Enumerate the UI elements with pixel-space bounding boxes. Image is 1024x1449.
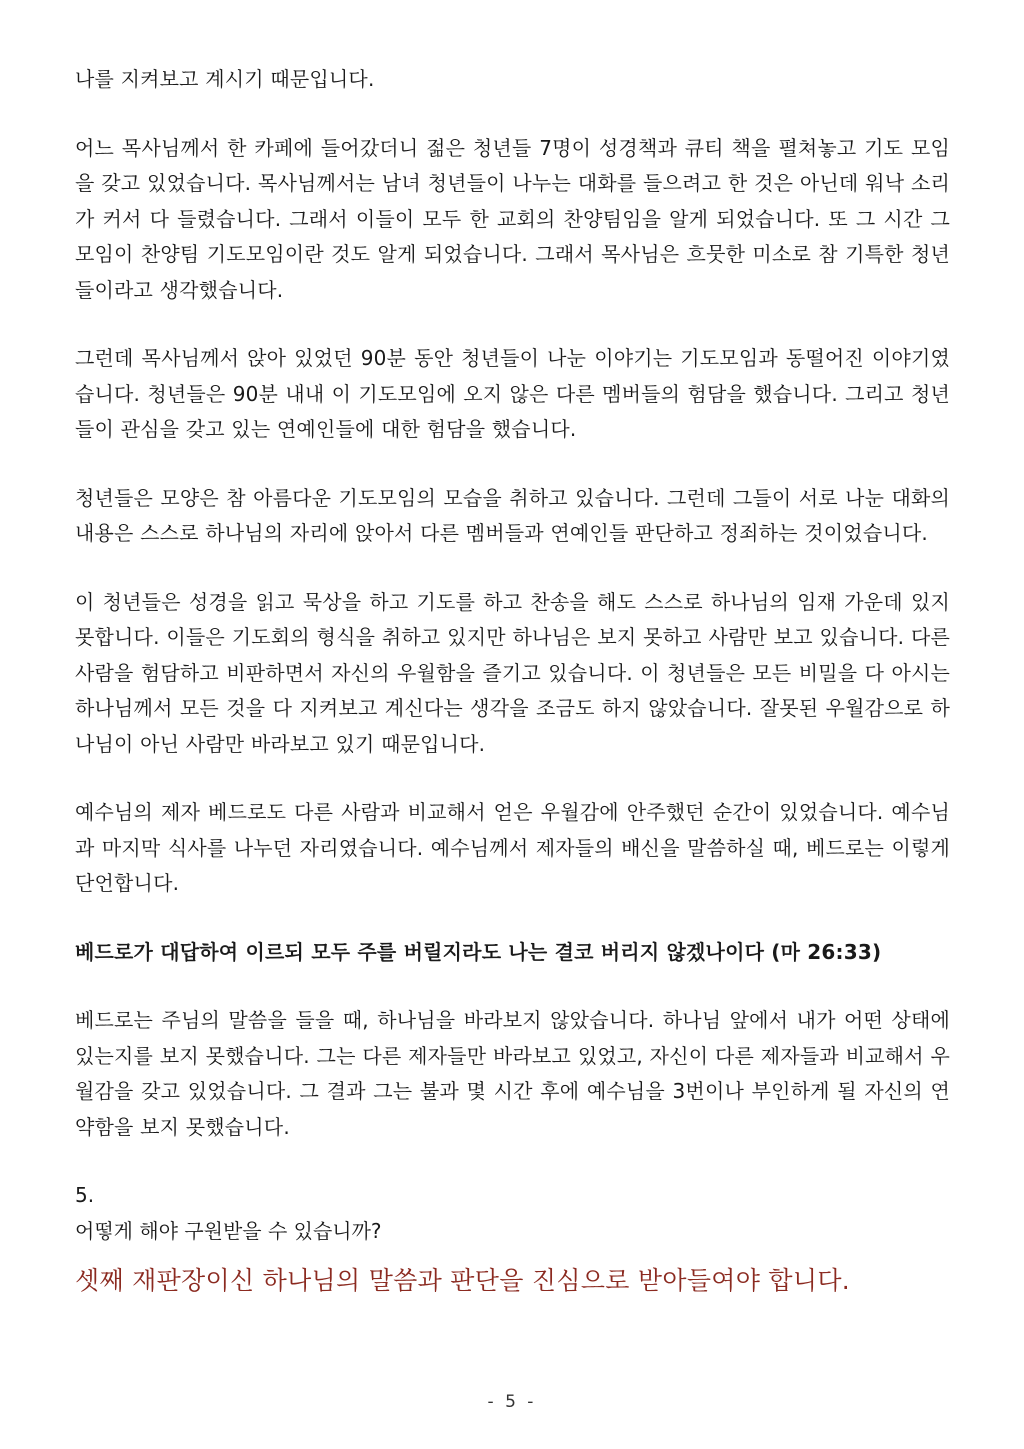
- paragraph-5: 이 청년들은 성경을 읽고 묵상을 하고 기도를 하고 찬송을 해도 스스로 하나님의 임재 가운데 있지 못합니다. 이들은 기도회의 형식을 취하고 있지만 하나님은 보지 못하고 사람만 보고 있습니다. 다른 사람을 험담하고 비판하면서 자신의 우월함을 즐기고 있습니다. 이 청년들은 모든 비밀을 다 아시는 하나님께서 모든 것을 다 지켜보고 계신다는 생각을 조금도 하지 않았습니다. 잘못된 우월감으로 하나님이 아닌 사람만 바라보고 있기 때문입니다.: [75, 589, 950, 756]
- paragraph-1: 나를 지켜보고 계시기 때문입니다.: [75, 67, 375, 91]
- paragraph-2: 어느 목사님께서 한 카페에 들어갔더니 젊은 청년들 7명이 성경책과 큐티 책을 펼쳐놓고 기도 모임을 갖고 있었습니다. 목사님께서는 남녀 청년들이 나누는 대화를 들으려고 한 것은 아닌데 워낙 소리가 커서 다 들렸습니다. 그래서 이들이 모두 한 교회의 찬양팀임을 알게 되었습니다. 또 그 시간 그 모임이 찬양팀 기도모임이란 것도 알게 되었습니다. 그래서 목사님은 흐뭇한 미소로 참 기특한 청년들이라고 생각했습니다.: [75, 135, 950, 302]
- section-number: 5.: [75, 1183, 95, 1207]
- section-headline: 셋째 재판장이신 하나님의 말씀과 판단을 진심으로 받아들여야 합니다.: [75, 1266, 851, 1295]
- paragraph-8: 베드로는 주님의 말씀을 들을 때, 하나님을 바라보지 않았습니다. 하나님 앞에서 내가 어떤 상태에 있는지를 보지 못했습니다. 그는 다른 제자들만 바라보고 있었고, 자신이 다른 제자들과 비교해서 우월감을 갖고 있었습니다. 그 결과 그는 불과 몇 시간 후에 예수님을 3번이나 부인하게 될 자신의 연약함을 보지 못했습니다.: [75, 1008, 950, 1139]
- section-question: 어떻게 해야 구원받을 수 있습니까?: [75, 1218, 382, 1243]
- document-page: [75, 62, 950, 1301]
- paragraph-6: 예수님의 제자 베드로도 다른 사람과 비교해서 얻은 우월감에 안주했던 순간이 있었습니다. 예수님과 마지막 식사를 나누던 자리였습니다. 예수님께서 제자들의 배신을 말씀하실 때, 베드로는 이렇게 단언합니다.: [75, 800, 950, 895]
- paragraph-3: 그런데 목사님께서 앉아 있었던 90분 동안 청년들이 나눈 이야기는 기도모임과 동떨어진 이야기였습니다. 청년들은 90분 내내 이 기도모임에 오지 않은 다른 멤버들의 험담을 했습니다. 그리고 청년들이 관심을 갖고 있는 연예인들에 대한 험담을 했습니다.: [75, 346, 950, 441]
- page-number: - 5 -: [487, 1392, 537, 1412]
- paragraph-4: 청년들은 모양은 참 아름다운 기도모임의 모습을 취하고 있습니다. 그런데 그들이 서로 나눈 대화의 내용은 스스로 하나님의 자리에 앉아서 다른 멤버들과 연예인들 판단하고 정죄하는 것이었습니다.: [75, 485, 950, 545]
- scripture-quote: 베드로가 대답하여 이르되 모두 주를 버릴지라도 나는 결코 버리지 않겠나이다 (마 26:33): [75, 939, 882, 964]
